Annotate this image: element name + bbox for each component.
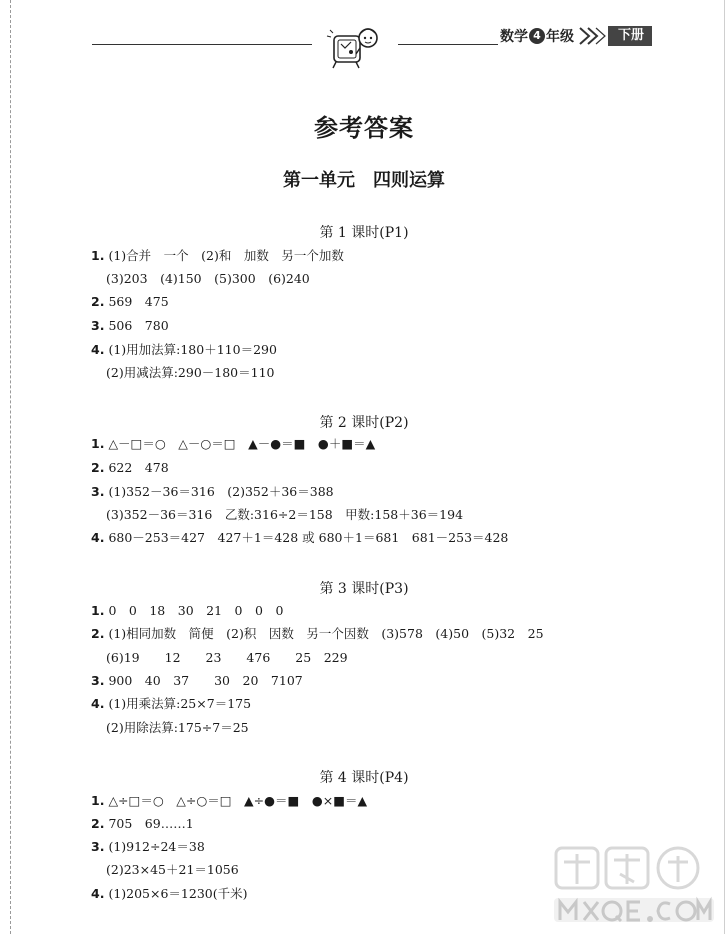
answer-line: (2)用除法算:175÷7＝25 — [106, 720, 249, 735]
header-grade-suffix: 年级 — [546, 29, 574, 45]
header-rule-right — [398, 44, 498, 45]
answer-line: 4. (1)205×6＝1230(千米) — [91, 886, 248, 901]
answer-line: 2. 569 475 — [91, 294, 169, 309]
answer-line: 2. (1)相同加数 简便 (2)积 因数 另一个因数 (3)578 (4)50 (5)32 25 — [91, 626, 544, 641]
answer-line: 2. 622 478 — [91, 460, 169, 475]
answer-line: 4. (1)用乘法算:25×7＝175 — [91, 696, 252, 711]
answer-line: (2)用减法算:290－180＝110 — [106, 365, 275, 380]
header-subject: 数学 — [500, 29, 528, 45]
header-rule-left — [92, 44, 312, 45]
answer-line: 2. 705 69……1 — [91, 816, 194, 831]
answer-line: (6)19 12 23 476 25 229 — [106, 650, 348, 665]
double-chevron-icon — [578, 26, 606, 46]
watermark-logo-icon — [548, 842, 720, 928]
unit-title: 第一单元 四则运算 — [283, 170, 445, 191]
mascot-icon — [324, 22, 384, 70]
answer-line: 1. △÷□＝○ △÷○＝□ ▲÷●＝■ ●×■＝▲ — [91, 793, 368, 808]
lesson-title: 第 4 课时(P4) — [319, 770, 409, 786]
answer-line: 4. (1)用加法算:180＋110＝290 — [91, 342, 277, 357]
answer-line: 3. (1)352－36＝316 (2)352＋36＝388 — [91, 484, 334, 499]
page-title: 参考答案 — [314, 113, 414, 142]
answer-line: 1. 0 0 18 30 21 0 0 0 — [91, 603, 284, 618]
answer-line: (3)203 (4)150 (5)300 (6)240 — [106, 271, 310, 286]
lesson-title: 第 2 课时(P2) — [319, 415, 409, 431]
answer-line: 3. 506 780 — [91, 318, 169, 333]
header-term: 下册 — [608, 26, 652, 46]
answer-line: 4. 680－253＝427 427＋1＝428 或 680＋1＝681 681－253＝428 — [91, 530, 509, 545]
header-book-info — [500, 24, 652, 48]
answer-line: 3. (1)912÷24＝38 — [91, 839, 205, 854]
answer-line: 1. △－□＝○ △－○＝□ ▲－●＝■ ●＋■＝▲ — [91, 436, 376, 451]
answer-line: 3. 900 40 37 30 20 7107 — [91, 673, 303, 688]
header-grade-number: 4 — [529, 28, 545, 44]
lesson-title: 第 1 课时(P1) — [319, 225, 409, 241]
answer-line: (3)352－36＝316 乙数:316÷2＝158 甲数:158＋36＝194 — [106, 507, 464, 522]
answer-line: (2)23×45＋21＝1056 — [106, 862, 239, 877]
answer-line: 1. (1)合并 一个 (2)和 加数 另一个加数 — [91, 248, 344, 263]
lesson-title: 第 3 课时(P3) — [319, 581, 409, 597]
